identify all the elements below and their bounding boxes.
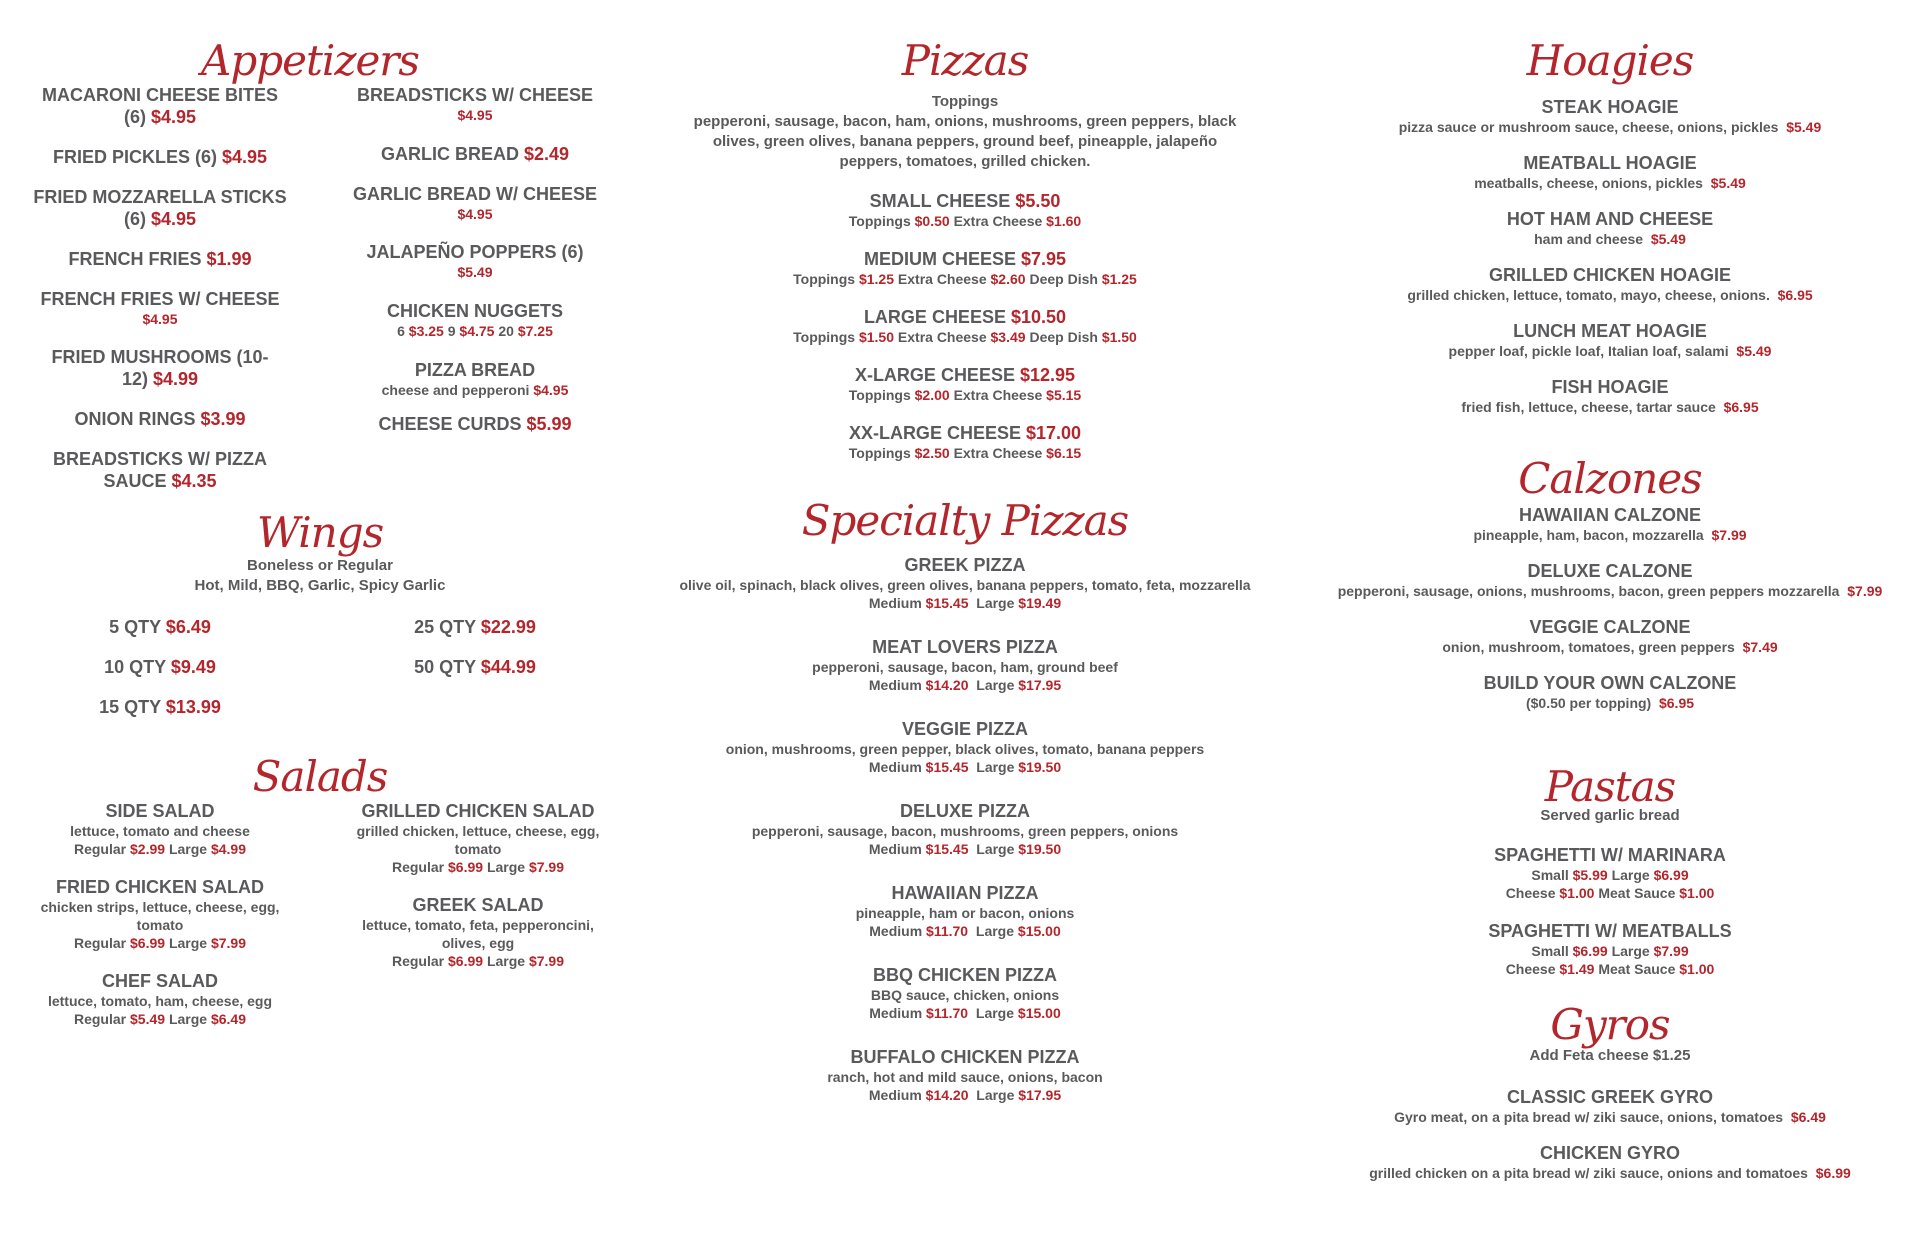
menu-item-macaroni-cheese-bites: MACARONI CHEESE BITES (6) $4.95 [41,85,279,127]
price: $9.49 [170,657,216,677]
wings-50-qty: 50 QTY $44.99 [414,657,536,677]
gyros-note: Add Feta cheese $1.25 [1529,1047,1691,1064]
salads-heading: Salads [252,752,388,801]
menu-item-spaghetti-marinara: SPAGHETTI W/ MARINARA Small $5.99 Large $6.99 Cheese $1.00 Meat Sauce $1.00 [1494,845,1726,901]
price: $4.35 [171,471,217,491]
menu-item-veggie-pizza: VEGGIE PIZZA onion, mushrooms, green pepper, black olives, tomato, banana peppers Medium $15.45 Large $19.50 [725,719,1205,775]
pizza-toppings-list: Toppings pepperoni, sausage, bacon, ham, onions, mushrooms, green peppers, black olives, green olives, banana peppers, ground beef, pineapple, jalapeño peppers, tomatoes, grilled chicken. [693,93,1237,170]
menu-item-grilled-chicken-salad: GRILLED CHICKEN SALAD grilled chicken, lettuce, cheese, egg, tomato Regular $6.99 Large $7.99 [356,801,600,875]
menu-item-fish-hoagie: FISH HOAGIE fried fish, lettuce, cheese, tartar sauce $6.95 [1461,377,1759,415]
price: $5.49 [457,264,493,280]
menu-item-french-fries: FRENCH FRIES $1.99 [68,249,252,269]
price: $4.95 [533,382,569,398]
price: $5.99 [526,414,572,434]
menu-item-cheese-curds: CHEESE CURDS $5.99 [378,414,572,434]
menu-item-garlic-bread-cheese: GARLIC BREAD W/ CHEESE $4.95 [352,184,597,222]
menu-item-breadsticks-cheese: BREADSTICKS W/ CHEESE $4.95 [356,85,594,123]
price: $4.95 [150,209,197,229]
menu-item-greek-pizza: GREEK PIZZA olive oil, spinach, black olives, green olives, banana peppers, tomato, feta, mozzarella Medium $15.45 Large $19.49 [679,555,1251,611]
price: $1.99 [206,249,252,269]
price: $44.99 [480,657,536,677]
menu-item-spaghetti-meatballs: SPAGHETTI W/ MEATBALLS Small $6.99 Large $7.99 Cheese $1.49 Meat Sauce $1.00 [1488,921,1732,977]
price: $4.95 [150,107,197,127]
pastas-heading: Pastas [1544,762,1676,811]
price: $4.95 [457,206,493,222]
menu-item-hawaiian-calzone: HAWAIIAN CALZONE pineapple, ham, bacon, mozzarella $7.99 [1473,505,1747,543]
menu-item-meat-lovers-pizza: MEAT LOVERS PIZZA pepperoni, sausage, bacon, ham, ground beef Medium $14.20 Large $17.95 [812,637,1118,693]
menu-item-steak-hoagie: STEAK HOAGIE pizza sauce or mushroom sauce, cheese, onions, pickles $5.49 [1398,97,1822,135]
menu-item-fried-chicken-salad: FRIED CHICKEN SALAD chicken strips, lettuce, cheese, egg, tomato Regular $6.99 Large $7.99 [40,877,280,951]
menu-item-chicken-nuggets: CHICKEN NUGGETS 6 $3.25 9 $4.75 20 $7.25 [386,301,563,339]
menu-item-breadsticks-pizza-sauce: BREADSTICKS W/ PIZZA SAUCE $4.35 [53,449,267,491]
wings-note: Boneless or Regular Hot, Mild, BBQ, Garlic, Spicy Garlic [194,557,446,594]
menu-item-grilled-chicken-hoagie: GRILLED CHICKEN HOAGIE grilled chicken, lettuce, tomato, mayo, cheese, onions. $6.95 [1407,265,1813,303]
menu-item-xxlarge-cheese: XX-LARGE CHEESE $17.00 Toppings $2.50 Extra Cheese $6.15 [848,423,1082,461]
menu-item-classic-greek-gyro: CLASSIC GREEK GYRO Gyro meat, on a pita bread w/ ziki sauce, onions, tomatoes $6.49 [1394,1087,1826,1125]
menu-item-deluxe-pizza: DELUXE PIZZA pepperoni, sausage, bacon, mushrooms, green peppers, onions Medium $15.45 Large $19.50 [751,801,1179,857]
wings-25-qty: 25 QTY $22.99 [414,617,536,637]
menu-item-large-cheese: LARGE CHEESE $10.50 Toppings $1.50 Extra Cheese $3.49 Deep Dish $1.50 [793,307,1137,345]
menu-item-lunch-meat-hoagie: LUNCH MEAT HOAGIE pepper loaf, pickle loaf, Italian loaf, salami $5.49 [1448,321,1772,359]
menu-item-french-fries-cheese: FRENCH FRIES W/ CHEESE $4.95 [40,289,280,327]
menu-item-fried-pickles: FRIED PICKLES (6) $4.95 [52,147,268,167]
price: $3.99 [200,409,246,429]
menu-item-onion-rings: ONION RINGS $3.99 [74,409,246,429]
menu-item-xlarge-cheese: X-LARGE CHEESE $12.95 Toppings $2.00 Extra Cheese $5.15 [848,365,1082,403]
menu-item-medium-cheese: MEDIUM CHEESE $7.95 Toppings $1.25 Extra Cheese $2.60 Deep Dish $1.25 [793,249,1137,287]
hoagies-heading: Hoagies [1526,36,1694,85]
calzones-heading: Calzones [1518,454,1702,503]
menu-item-hot-ham-and-cheese: HOT HAM AND CHEESE ham and cheese $5.49 [1506,209,1714,247]
menu-item-garlic-bread: GARLIC BREAD $2.49 [380,144,570,164]
gyros-heading: Gyros [1550,1000,1670,1049]
menu-item-fried-mushrooms: FRIED MUSHROOMS (10- 12) $4.99 [51,347,269,389]
wings-5-qty: 5 QTY $6.49 [109,617,211,637]
menu-item-greek-salad: GREEK SALAD lettuce, tomato, feta, pepperoncini, olives, egg Regular $6.99 Large $7.99 [362,895,594,969]
price: $4.99 [152,369,199,389]
specialty-pizzas-heading: Specialty Pizzas [801,496,1129,545]
menu-item-chef-salad: CHEF SALAD lettuce, tomato, ham, cheese, egg Regular $5.49 Large $6.49 [47,971,273,1027]
menu-item-small-cheese: SMALL CHEESE $5.50 Toppings $0.50 Extra Cheese $1.60 [848,191,1082,229]
menu-item-buffalo-chicken-pizza: BUFFALO CHICKEN PIZZA ranch, hot and mild sauce, onions, bacon Medium $14.20 Large $17.95 [827,1047,1103,1103]
price: $4.95 [221,147,268,167]
pastas-note: Served garlic bread [1540,807,1680,824]
price: $4.95 [457,107,493,123]
price: $4.95 [142,311,178,327]
menu-item-veggie-calzone: VEGGIE CALZONE onion, mushroom, tomatoes, green peppers $7.49 [1442,617,1778,655]
menu-item-build-your-own-calzone: BUILD YOUR OWN CALZONE ($0.50 per topping) $6.95 [1483,673,1737,711]
price: $2.49 [523,144,570,164]
price: $6.49 [165,617,211,637]
pizzas-heading: Pizzas [901,36,1029,85]
menu-item-pizza-bread: PIZZA BREAD cheese and pepperoni $4.95 [381,360,569,398]
menu-item-chicken-gyro: CHICKEN GYRO grilled chicken on a pita bread w/ ziki sauce, onions and tomatoes $6.99 [1369,1143,1851,1181]
menu-item-deluxe-calzone: DELUXE CALZONE pepperoni, sausage, onions, mushrooms, bacon, green peppers mozzarella $7.99 [1337,561,1883,599]
price: $22.99 [480,617,536,637]
menu-item-side-salad: SIDE SALAD lettuce, tomato and cheese Regular $2.99 Large $4.99 [70,801,250,857]
price: $13.99 [165,697,221,717]
wings-heading: Wings [256,508,384,557]
menu-item-jalapeno-poppers: JALAPEÑO POPPERS (6) $5.49 [366,242,584,280]
menu-item-fried-mozzarella-sticks: FRIED MOZZARELLA STICKS (6) $4.95 [33,187,287,229]
wings-10-qty: 10 QTY $9.49 [104,657,216,677]
wings-15-qty: 15 QTY $13.99 [99,697,221,717]
appetizers-heading: Appetizers [201,36,419,85]
menu-item-meatball-hoagie: MEATBALL HOAGIE meatballs, cheese, onions, pickles $5.49 [1474,153,1746,191]
menu-item-hawaiian-pizza: HAWAIIAN PIZZA pineapple, ham or bacon, onions Medium $11.70 Large $15.00 [855,883,1075,939]
menu-item-bbq-chicken-pizza: BBQ CHICKEN PIZZA BBQ sauce, chicken, onions Medium $11.70 Large $15.00 [869,965,1061,1021]
